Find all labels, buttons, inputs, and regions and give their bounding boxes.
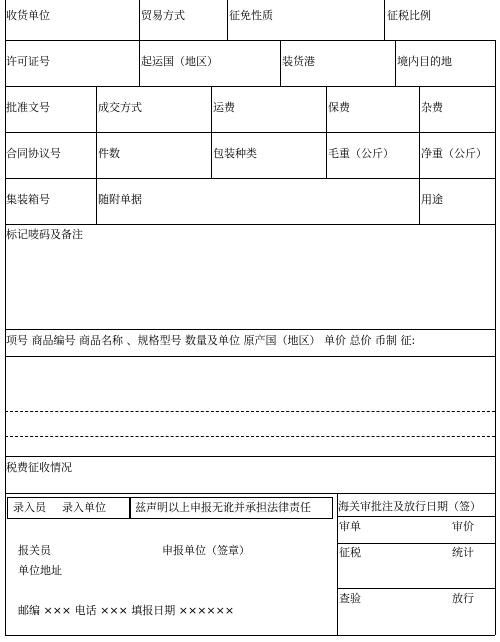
- rule: [5, 356, 495, 357]
- pricing-label: 审价: [452, 520, 474, 533]
- declaring-unit-label: 申报单位（签章）: [162, 544, 250, 557]
- divider: [227, 0, 228, 40]
- insurance-label: 保费: [328, 101, 350, 114]
- gross-weight-label: 毛重（公斤）: [328, 147, 394, 160]
- rule: [5, 132, 495, 133]
- divider: [96, 86, 97, 178]
- declaration-text: 兹声明以上申报无讹并承担法律责任: [135, 501, 311, 514]
- misc-fee-label: 杂费: [421, 101, 443, 114]
- divider: [384, 0, 385, 40]
- freight-label: 运费: [213, 101, 235, 114]
- rule: [337, 516, 495, 517]
- release-label: 放行: [452, 592, 474, 605]
- divider: [337, 493, 338, 635]
- divider: [139, 0, 140, 40]
- divider: [280, 40, 281, 86]
- tax-ratio-label: 征税比例: [387, 9, 431, 22]
- divider: [139, 40, 140, 86]
- remarks-label: 标记唛码及备注: [6, 228, 83, 241]
- entry-clerk-label: 录入员: [13, 501, 46, 514]
- container-no-label: 集装箱号: [6, 193, 50, 206]
- dashed-rule: [5, 436, 495, 437]
- deal-mode-label: 成交方式: [98, 101, 142, 114]
- rule: [5, 329, 495, 330]
- inspection-label: 查验: [339, 592, 361, 605]
- attached-docs-label: 随附单据: [98, 193, 142, 206]
- rule: [5, 493, 495, 494]
- rule: [5, 456, 495, 457]
- rule: [337, 588, 495, 589]
- border-left: [5, 0, 6, 635]
- divider: [419, 178, 420, 224]
- usage-label: 用途: [421, 193, 443, 206]
- rule: [5, 178, 495, 179]
- loading-port-label: 装货港: [282, 55, 315, 68]
- trade-mode-label: 贸易方式: [141, 9, 185, 22]
- rule: [5, 86, 495, 87]
- pieces-label: 件数: [98, 147, 120, 160]
- rule: [5, 40, 495, 41]
- contract-no-label: 合同协议号: [6, 147, 61, 160]
- consignee-unit-label: 收货单位: [6, 9, 50, 22]
- divider: [326, 86, 327, 178]
- tax-section-label: 税费征收情况: [6, 461, 72, 474]
- origin-country-label: 起运国（地区）: [141, 55, 218, 68]
- statistics-label: 统计: [452, 546, 474, 559]
- review-label: 审单: [339, 520, 361, 533]
- rule: [5, 635, 495, 636]
- rule: [337, 543, 495, 544]
- postcode-phone-date-line: 邮编 ××× 电话 ××× 填报日期 ××××××: [18, 604, 235, 617]
- divider: [419, 86, 420, 178]
- unit-address-label: 单位地址: [18, 564, 62, 577]
- destination-label: 境内目的地: [397, 55, 452, 68]
- border-right: [495, 40, 496, 635]
- dashed-rule: [5, 411, 495, 412]
- divider: [395, 40, 396, 86]
- divider: [211, 86, 212, 178]
- rule: [5, 224, 495, 225]
- customs-approval-title: 海关审批注及放行日期（签）: [338, 500, 481, 513]
- levy-label: 征税: [339, 546, 361, 559]
- goods-header: 项号 商品编号 商品名称 、规格型号 数量及单位 原产国（地区） 单价 总价 币制 征:: [6, 334, 416, 347]
- package-type-label: 包装种类: [213, 147, 257, 160]
- declarant-label: 报关员: [18, 544, 51, 557]
- entry-unit-label: 录入单位: [62, 501, 106, 514]
- approval-no-label: 批准文号: [6, 101, 50, 114]
- exemption-nature-label: 征免性质: [229, 9, 273, 22]
- divider: [96, 178, 97, 224]
- net-weight-label: 净重（公斤）: [421, 147, 487, 160]
- license-no-label: 许可证号: [6, 55, 50, 68]
